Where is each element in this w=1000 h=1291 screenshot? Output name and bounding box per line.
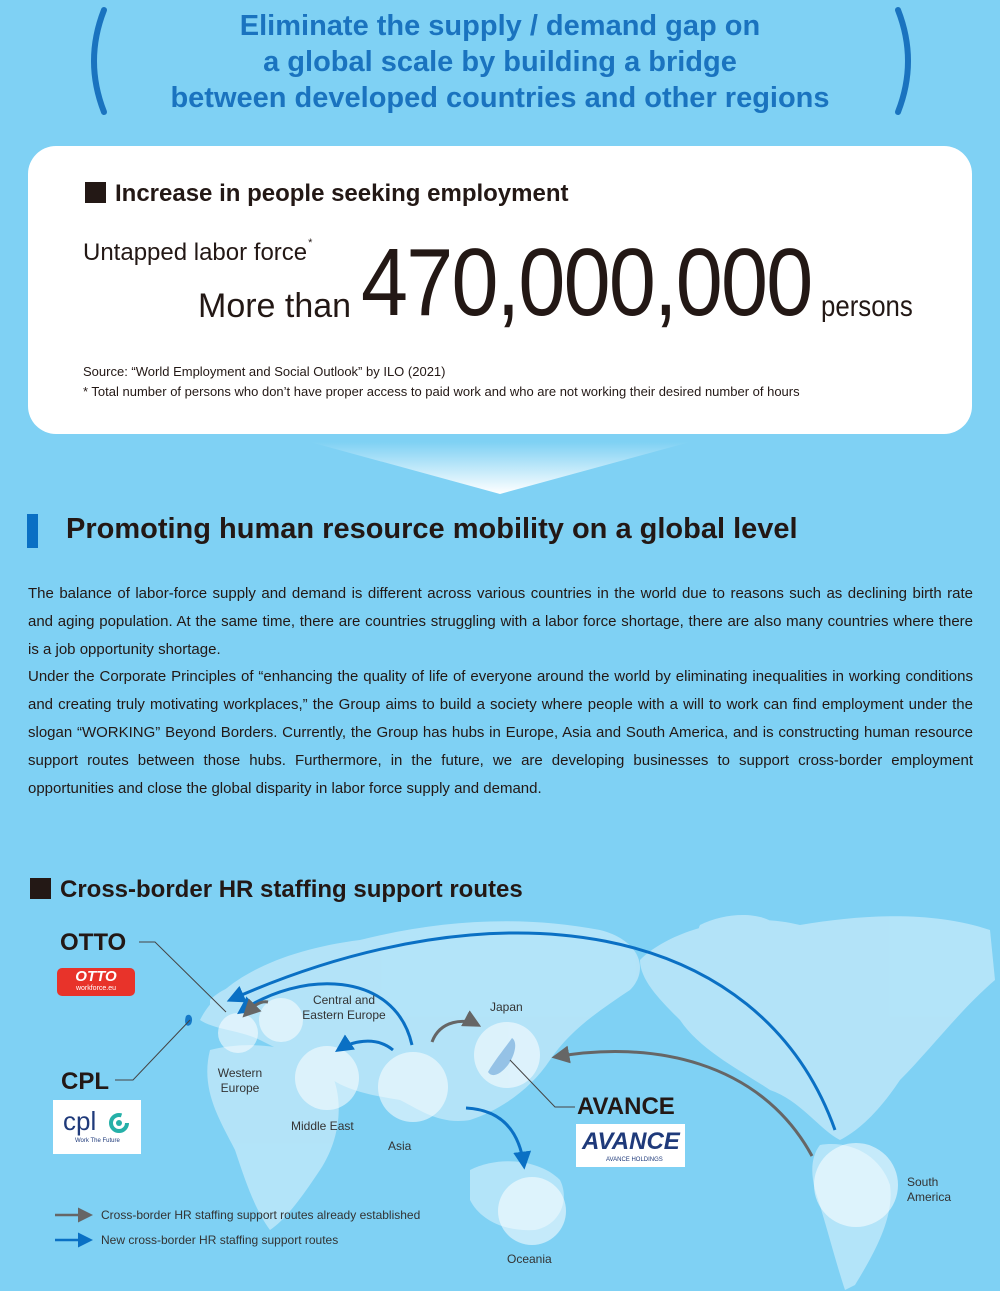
- section-title: Promoting human resource mobility on a global level: [66, 513, 798, 545]
- cpl-logo-text: cpl: [63, 1106, 97, 1136]
- headline-line: between developed countries and other regions: [170, 82, 830, 114]
- label-oceania: Oceania: [507, 1252, 552, 1266]
- label-central-eastern-europe: Central and Eastern Europe: [302, 993, 386, 1022]
- labor-force-card: [28, 146, 972, 434]
- legend-new-label: New cross-border HR staffing support routes: [101, 1233, 339, 1247]
- unit-label: persons: [821, 290, 913, 323]
- body-paragraph: Under the Corporate Principles of “enhancing the quality of life of everyone around the world by eliminating inequalities in working conditions and creating truly motivating workplaces,” the Group aims to build a society where people with a will to work can find employment under the slogan “WORKING” Beyond Borders. Currently, the Group has hubs in Europe, Asia and South America, and is constructing human resource support routes between those hubs. Furthermore, in the future, we are developing businesses to support cross-border employment opportunities and close the global disparity in labor force supply and demand.: [28, 668, 973, 797]
- headline: [0, 8, 1000, 116]
- otto-logo-subtext: workforce.eu: [75, 985, 117, 992]
- body-text: [28, 580, 973, 802]
- section-bar: [27, 514, 38, 548]
- avance-logo: [576, 1124, 685, 1167]
- japan-circle: [474, 1022, 540, 1088]
- cpl-brand-name: CPL: [61, 1068, 109, 1095]
- down-arrow-funnel: [310, 442, 690, 494]
- source-notes: [83, 362, 800, 402]
- avance-brand-name: AVANCE: [577, 1093, 675, 1120]
- source-text: Source: “World Employment and Social Outlook” by ILO (2021): [83, 364, 446, 379]
- label-south-america: South America: [907, 1175, 952, 1204]
- square-bullet-icon: [30, 878, 51, 899]
- cpl-logo: [53, 1100, 141, 1154]
- card-heading: [85, 180, 569, 208]
- body-paragraph: The balance of labor-force supply and demand is different across various countries in the world due to reasons such as declining birth rate and aging population. At the same time, there are countries struggling with a labor force shortage, there are also many countries where there is a job opportunity shortage.: [28, 585, 973, 658]
- legend-arrows: [55, 1215, 90, 1240]
- central-eastern-europe-circle: [259, 998, 303, 1042]
- footnote-text: * Total number of persons who don’t have proper access to paid work and who are not working their desired number of hours: [83, 384, 800, 399]
- square-bullet-icon: [85, 182, 106, 203]
- untapped-label-text: Untapped labor force: [83, 239, 308, 266]
- oceania-circle: [498, 1177, 566, 1245]
- labor-force-number: 470,000,000: [361, 229, 812, 336]
- label-asia: Asia: [388, 1139, 412, 1153]
- otto-logo-text: OTTO: [75, 968, 117, 985]
- otto-brand-name: OTTO: [60, 929, 127, 956]
- asia-circle: [378, 1052, 448, 1122]
- south-america-circle: [814, 1143, 898, 1227]
- headline-line: Eliminate the supply / demand gap on: [239, 10, 761, 42]
- more-than-label: More than: [198, 287, 352, 325]
- card-heading-text: Increase in people seeking employment: [115, 180, 569, 207]
- label-japan: Japan: [490, 1000, 523, 1014]
- label-western-europe: Western Europe: [217, 1066, 263, 1095]
- headline-line: a global scale by building a bridge: [263, 46, 737, 78]
- routes-title-text: Cross-border HR staffing support routes: [60, 876, 523, 903]
- cpl-leader-line: [115, 1020, 190, 1080]
- otto-logo: [57, 968, 135, 996]
- north-america-shape: [640, 916, 995, 1140]
- untapped-label: [83, 237, 312, 267]
- legend-established-label: Cross-border HR staffing support routes already established: [101, 1208, 421, 1222]
- avance-logo-text: AVANCE: [582, 1128, 680, 1155]
- cpl-circle-icon: [108, 1112, 130, 1134]
- footnote-mark: *: [308, 237, 313, 249]
- middle-east-circle: [295, 1046, 359, 1110]
- label-middle-east: Middle East: [291, 1119, 354, 1133]
- cpl-tagline: Work The Future: [75, 1138, 120, 1144]
- avance-logo-subtext: AVANCE HOLDINGS: [606, 1157, 663, 1163]
- western-europe-circle: [218, 1013, 258, 1053]
